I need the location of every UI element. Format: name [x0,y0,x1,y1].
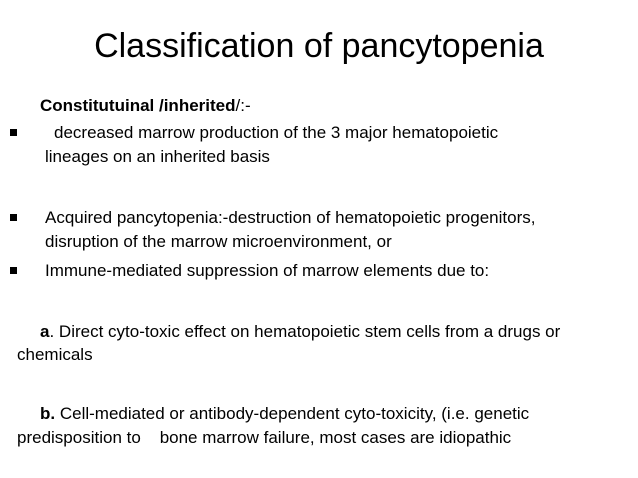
constitutional-heading [40,94,251,118]
bullet-1-line-2: lineages on an inherited basis [45,147,270,166]
bullet-square-icon [8,259,20,283]
item-a-text: . Direct cyto-toxic effect on hematopoietic stem cells from a drugs or [49,322,561,341]
bullet-2-line-1: Acquired pancytopenia:-destruction of hematopoietic progenitors, [45,208,536,227]
item-a-marker: a [40,322,50,341]
item-b-text: Cell-mediated or antibody-dependent cyto-toxicity, (i.e. genetic [55,404,530,423]
slide-title: Classification of pancytopenia [94,27,544,65]
bullet-square-icon [8,121,20,145]
item-b-marker: b. [40,404,56,423]
item-b-line-1 [40,402,529,426]
item-a-line-1 [40,320,560,344]
bullet-1-line-1: decreased marrow production of the 3 major hematopoietic [54,123,499,142]
bullet-square-icon [8,206,20,230]
constitutional-label: Constitutuinal /inherited [40,96,236,115]
item-a-line-2: chemicals [17,345,93,364]
bullet-3-line-1: Immune-mediated suppression of marrow elements due to: [45,261,490,280]
constitutional-suffix: /:- [235,96,251,115]
bullet-2-line-2: disruption of the marrow microenvironment, or [45,232,392,251]
item-b-line-2: predisposition to bone marrow failure, most cases are idiopathic [17,428,512,447]
